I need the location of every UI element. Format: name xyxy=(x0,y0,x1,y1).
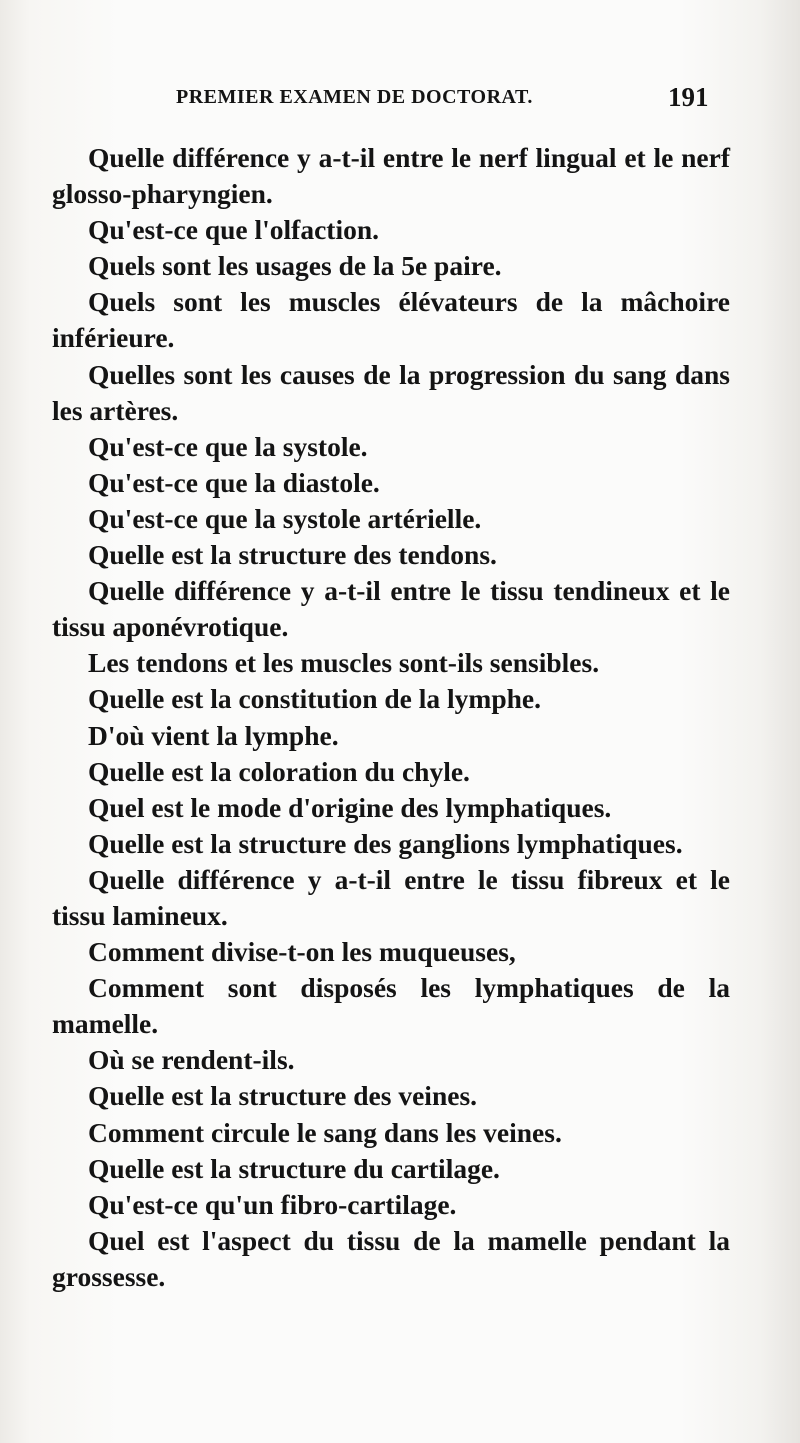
question-item: Quelle est la structure du cartilage. xyxy=(88,1152,500,1184)
question-item: Quels sont les muscles élévateurs de la mâchoire inférieure. xyxy=(52,286,730,354)
question-item: Quel est le mode d'origine des lymphatiques. xyxy=(88,791,612,823)
question-item: Quelle différence y a-t-il entre le tissu fibreux et le tissu lamineux. xyxy=(52,863,730,931)
question-item: Quelle est la coloration du chyle. xyxy=(88,755,470,787)
question-item: Les tendons et les muscles sont-ils sensibles. xyxy=(88,647,600,679)
question-item: Quelles sont les causes de la progression du sang dans les artères. xyxy=(52,358,730,426)
question-item: Comment divise-t-on les muqueuses, xyxy=(88,936,516,968)
question-item: Qu'est-ce qu'un fibro-cartilage. xyxy=(88,1188,457,1220)
question-item: Quelle différence y a-t-il entre le tissu tendineux et le tissu aponévrotique. xyxy=(52,575,730,643)
question-item: Quelle est la structure des tendons. xyxy=(88,539,497,571)
question-item: Qu'est-ce que l'olfaction. xyxy=(88,214,380,246)
page-header xyxy=(0,82,800,116)
question-item: Où se rendent-ils. xyxy=(88,1044,295,1076)
question-item: Quelle est la constitution de la lymphe. xyxy=(88,683,541,715)
running-head: PREMIER EXAMEN DE DOCTORAT. xyxy=(176,86,533,108)
question-item: Quel est l'aspect du tissu de la mamelle pendant la grossesse. xyxy=(52,1224,730,1292)
question-list xyxy=(52,140,730,1295)
question-item: D'où vient la lymphe. xyxy=(88,719,339,751)
page-number: 191 xyxy=(668,82,709,112)
question-item: Qu'est-ce que la diastole. xyxy=(88,466,380,498)
question-item: Quelle est la structure des veines. xyxy=(88,1080,478,1112)
question-item: Comment sont disposés les lymphatiques de la mamelle. xyxy=(52,972,730,1040)
question-item: Quels sont les usages de la 5e paire. xyxy=(88,250,502,282)
question-item: Quelle est la structure des ganglions lymphatiques. xyxy=(88,827,683,859)
question-item: Quelle différence y a-t-il entre le nerf lingual et le nerf glosso-pharyngien. xyxy=(52,142,730,210)
question-item: Comment circule le sang dans les veines. xyxy=(88,1116,562,1148)
question-item: Qu'est-ce que la systole. xyxy=(88,430,368,462)
question-item: Qu'est-ce que la systole artérielle. xyxy=(88,502,482,534)
